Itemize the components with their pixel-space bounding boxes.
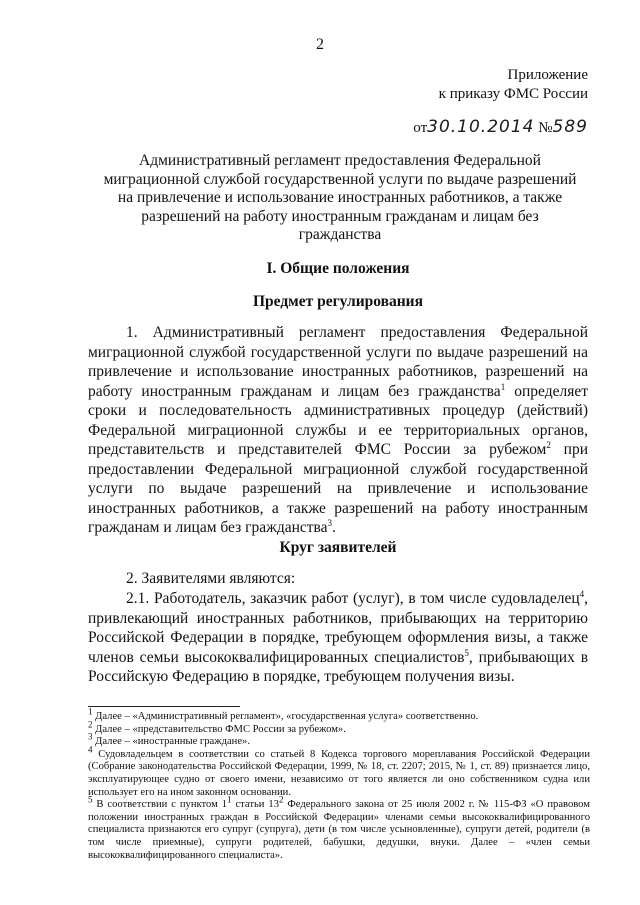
paragraph-2-1-text-b: , привлекающий иностранных работников, прибывающих на территорию Российской Федерации в порядке, требующем оформления визы, а также членов семьи высококвалифицированных специалистов <box>88 590 588 666</box>
paragraph-2-1-text-c: , прибывающих в Российскую Федерацию в порядке, требующем получения визы. <box>88 648 589 685</box>
footnote-2 <box>88 719 590 737</box>
footnote-4 <box>88 744 590 799</box>
paragraph-1-text-b: определяет сроки и последовательность административных процедур (действий) Федеральной миграционной службы и ее территориальных органов, представительств и представителей ФМС России за рубежом <box>88 382 588 458</box>
footnote-1-mark: 1 <box>88 706 93 717</box>
document-title: Административный регламент предоставления Федеральной миграционной службой государственной услуги по выдаче разрешений на привлечение и использование иностранных работников, а также разрешений на работу иностранным гражданам и лицам без гражданства <box>103 152 577 243</box>
footnote-5-sup-b: 2 <box>279 794 284 805</box>
appendix-order-ref: к приказу ФМС России <box>438 86 588 102</box>
date-prefix: от <box>413 120 428 136</box>
paragraph-2-1 <box>88 589 588 687</box>
order-date-number <box>413 117 588 137</box>
section-heading: I. Общие положения <box>266 260 410 277</box>
footnote-5-text-c: Федерального закона от 25 июля 2002 г. № 115-ФЗ «О правовом положении иностранных граждан в Российской Федерации» членами семьи высококвалифицированного специалиста признаются его супруг (супруга), дети (в том числе усыновленные), супруги детей, родители (в том числе приемные), супруги родителей, бабушки, дедушки, внуки. Далее – «член семьи высококвалифицированного специалиста». <box>88 799 590 861</box>
footnote-3-mark: 3 <box>88 731 93 742</box>
handwritten-number: 589 <box>552 117 588 137</box>
paragraph-1-text-c: при предоставлении Федеральной миграционной службой государственной услуги по выдаче разрешений на привлечение и использование иностранных работников, а также разрешений на работу иностранным гражданам и лицам без гражданства <box>88 441 589 536</box>
handwritten-date: 30.10.2014 <box>427 117 535 137</box>
footnote-1 <box>88 706 590 724</box>
footnotes <box>88 706 590 862</box>
subheading-subject: Предмет регулирования <box>252 293 423 310</box>
appendix-header <box>439 66 588 104</box>
number-prefix: № <box>538 120 553 136</box>
appendix-label: Приложение <box>507 67 588 83</box>
footnote-4-text: Судовладельцем в соответствии со статьей 8 Кодекса торгового мореплавания Российской Федерации (Собрание законодательства Российской Федерации, 1999, № 18, ст. 2207; 2015, № 1, ст. 89) признается лицо, эксплуатирующее судно от своего имени, независимо от того является ли оно собственником судна или использует его на ином законном основании. <box>88 748 590 798</box>
footnote-divider <box>88 706 240 707</box>
footnote-3-text: Далее – «иностранные граждане». <box>92 736 250 748</box>
footnote-ref-2: 2 <box>546 439 551 450</box>
footnote-ref-5: 5 <box>464 647 469 658</box>
footnote-1-text: Далее – «Административный регламент», «государственная услуга» соответственно. <box>92 711 479 722</box>
footnote-ref-3: 3 <box>327 517 333 528</box>
footnote-5-text-b: статьи 13 <box>231 799 279 811</box>
footnote-5-mark: 5 <box>88 794 93 805</box>
footnote-2-mark: 2 <box>88 719 93 730</box>
footnote-5 <box>88 794 590 862</box>
footnote-ref-4: 4 <box>579 588 585 599</box>
footnote-3 <box>88 731 590 749</box>
paragraph-2-1-text-a: 2.1. Работодатель, заказчик работ (услуг), в том числе судовладелец <box>126 590 580 607</box>
footnote-4-mark: 4 <box>88 744 93 755</box>
footnote-5-sup-a: 1 <box>227 794 232 805</box>
footnote-2-text: Далее – «представительство ФМС России за рубежом». <box>92 723 346 735</box>
footnote-ref-1: 1 <box>500 381 506 392</box>
footnote-5-text-a: В соответствии с пунктом 1 <box>92 799 228 811</box>
paragraph-2: 2. Заявителями являются: <box>126 570 296 587</box>
paragraph-1 <box>88 323 588 538</box>
paragraph-1-text-a: 1. Административный регламент предоставления Федеральной миграционной службой государственной услуги по выдаче разрешений на привлечение и использование иностранных работников, разрешений на работу иностранным гражданам и лицам без гражданства <box>88 324 588 400</box>
subheading-applicants: Круг заявителей <box>279 539 397 556</box>
page-number: 2 <box>316 36 324 53</box>
paragraph-1-text-d: . <box>332 519 336 536</box>
